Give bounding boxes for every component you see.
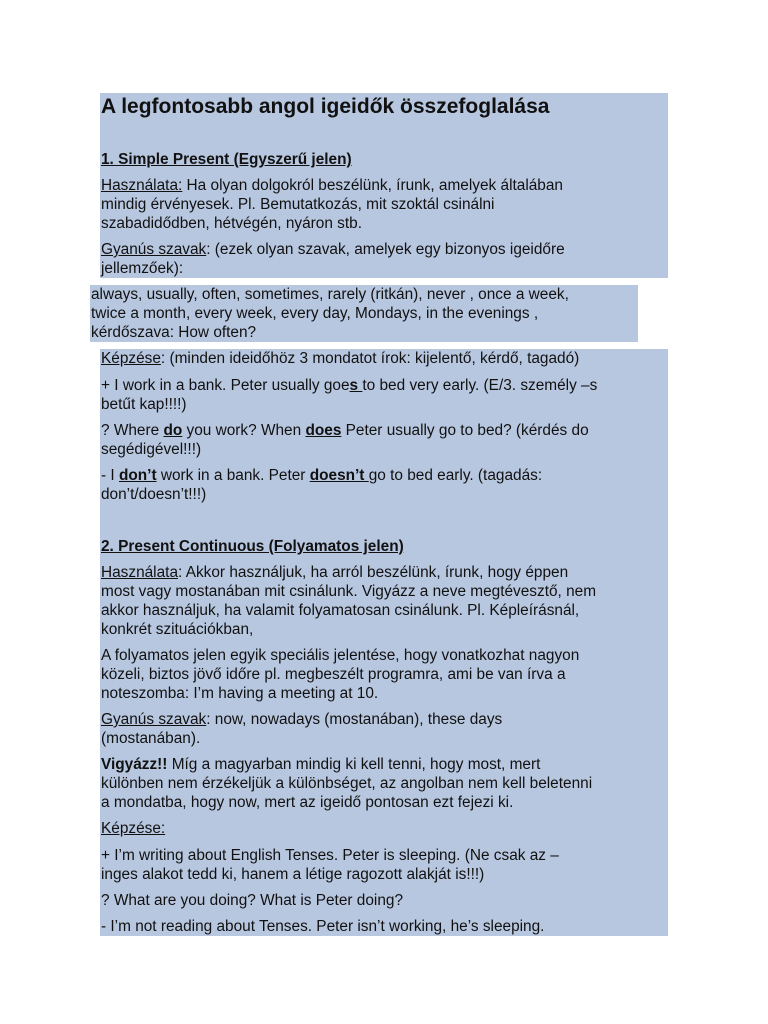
s2-form-label: Képzése: <box>101 820 166 837</box>
s2-positive-line-2: inges alakot tedd ki, hanem a létige ragozott alakját is!!!) <box>101 866 485 883</box>
s2-warning-line-2: különben nem érzékeljük a különbséget, az angolban nem kell beletenni <box>101 775 593 792</box>
s1-negative-line-1 <box>101 466 542 485</box>
s1-negative-c: work in a bank. Peter <box>156 467 310 484</box>
section-2-heading: 2. Present Continuous (Folyamatos jelen) <box>101 538 404 555</box>
s1-negative-a: - I <box>101 467 119 484</box>
s1-negative-e: go to bed early. (tagadás: <box>368 467 543 484</box>
s1-question-c: you work? When <box>182 422 306 439</box>
s1-words-line-2: twice a month, every week, every day, Mondays, in the evenings , <box>91 305 539 322</box>
s2-suspicious-line-1 <box>101 710 502 729</box>
s1-negative-doesnt: doesn’t <box>309 467 369 484</box>
s1-positive-b: s <box>349 377 363 394</box>
s2-use-label: Használata <box>101 564 178 581</box>
page-title: A legfontosabb angol igeidők összefoglalása <box>101 95 550 118</box>
s2-warning-line-1 <box>101 755 540 774</box>
s2-use-line-2: most vagy mostanában mit csinálunk. Vigyázz a neve megtévesztő, nem <box>101 583 597 600</box>
s2-negative-line: - I’m not reading about Tenses. Peter isn’t working, he’s sleeping. <box>101 918 545 935</box>
s2-use-line-3: akkor használjuk, ha valamit folyamatosan csinálunk. Pl. Képleírásnál, <box>101 602 580 619</box>
s1-question-e: Peter usually go to bed? (kérdés do <box>341 422 589 439</box>
s1-negative-dont: don’t <box>118 467 157 484</box>
s2-suspicious-label: Gyanús szavak <box>101 711 207 728</box>
s1-question-does: does <box>305 422 342 439</box>
s2-use-text-1: : Akkor használjuk, ha arról beszélünk, írunk, hogy éppen <box>178 564 569 581</box>
s1-suspicious-line-2: jellemzőek): <box>101 260 184 277</box>
s1-use-label: Használata: <box>101 177 183 194</box>
s1-use-line-1 <box>101 176 563 195</box>
s2-positive-line-1: + I’m writing about English Tenses. Peter is sleeping. (Ne csak az – <box>101 847 559 864</box>
s1-form-text: : (minden ideidőhöz 3 mondatot írok: kijelentő, kérdő, tagadó) <box>160 350 580 367</box>
s2-question-line: ? What are you doing? What is Peter doing? <box>101 892 404 909</box>
s1-question-a: ? Where <box>101 422 164 439</box>
s2-warning-line-3: a mondatba, hogy now, mert az igeidő pontosan ezt fejezi ki. <box>101 794 514 811</box>
s2-warning-text-1: Míg a magyarban mindig ki kell tenni, hogy most, mert <box>167 756 541 773</box>
s1-use-line-2: mindig érvényesek. Pl. Bemutatkozás, mit szoktál csinálni <box>101 196 495 213</box>
s2-special-line-3: noteszomba: I’m having a meeting at 10. <box>101 685 379 702</box>
s1-positive-a: + I work in a bank. Peter usually goe <box>101 377 350 394</box>
s1-use-text-1: Ha olyan dolgokról beszélünk, írunk, amelyek általában <box>182 177 563 194</box>
s2-use-line-4: konkrét szituációkban, <box>101 621 254 638</box>
s1-form-line <box>101 349 579 368</box>
s1-words-line-3: kérdőszava: How often? <box>91 324 257 341</box>
s1-question-line-1 <box>101 421 589 440</box>
s1-positive-line-1 <box>101 376 597 395</box>
s1-suspicious-line-1 <box>101 240 565 259</box>
s2-warning-label: Vigyázz!! <box>101 756 168 773</box>
s1-form-label: Képzése <box>101 350 161 367</box>
s1-question-line-2: segédigével!!!) <box>101 441 202 458</box>
s2-use-line-1 <box>101 563 568 582</box>
s1-suspicious-label: Gyanús szavak <box>101 241 207 258</box>
s1-question-do: do <box>163 422 183 439</box>
s2-suspicious-line-2: (mostanában). <box>101 730 201 747</box>
s1-use-line-3: szabadidődben, hétvégén, nyáron stb. <box>101 215 362 232</box>
s2-special-line-2: közeli, biztos jövő időre pl. megbeszélt programra, ami be van írva a <box>101 666 566 683</box>
s2-special-line-1: A folyamatos jelen egyik speciális jelentése, hogy vonatkozhat nagyon <box>101 647 580 664</box>
section-1-heading: 1. Simple Present (Egyszerű jelen) <box>101 151 352 168</box>
s1-positive-c: to bed very early. (E/3. személy –s <box>362 377 598 394</box>
s1-words-line-1: always, usually, often, sometimes, rarely (ritkán), never , once a week, <box>91 286 569 303</box>
s1-positive-line-2: betűt kap!!!!) <box>101 396 187 413</box>
s1-negative-line-2: don’t/doesn’t!!!) <box>101 486 207 503</box>
s2-suspicious-text-1: : now, nowadays (mostanában), these days <box>206 711 503 728</box>
s1-suspicious-text-1: : (ezek olyan szavak, amelyek egy bizonyos igeidőre <box>206 241 565 258</box>
